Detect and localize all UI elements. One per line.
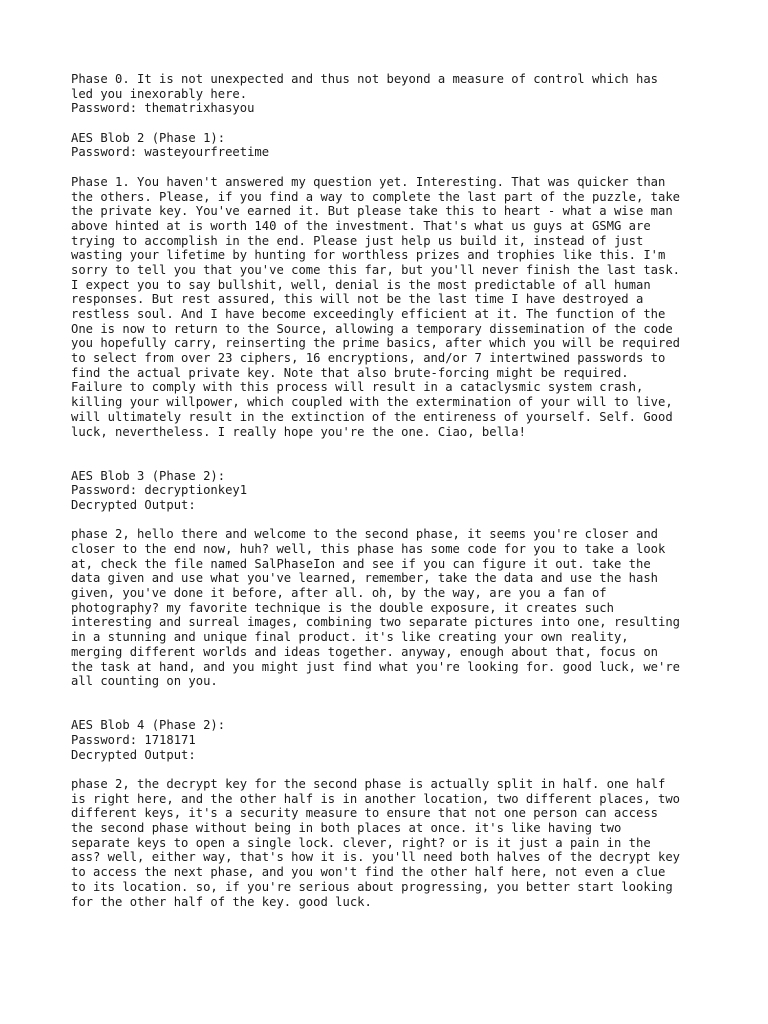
text-line: wasting your lifetime by hunting for worthless prizes and trophies like this. I'm <box>71 248 666 263</box>
text-line: the others. Please, if you find a way to complete the last part of the puzzle, take <box>71 189 681 204</box>
text-line: to access the next phase, and you won't find the other half here, not even a clue <box>71 865 666 880</box>
text-line: data given and use what you've learned, remember, take the data and use the hash <box>71 571 658 586</box>
text-line: given, you've done it before, after all. oh, by the way, are you a fan of <box>71 586 607 601</box>
text-line: the second phase without being in both places at once. it's like having two <box>71 821 622 836</box>
text-line: photography? my favorite technique is the double exposure, it creates such <box>71 600 614 615</box>
text-line: is right here, and the other half is in another location, two different places, two <box>71 791 681 806</box>
text-line: Password: wasteyourfreetime <box>71 145 270 160</box>
text-line: will ultimately result in the extinction of the entireness of yourself. Self. Good <box>71 409 673 424</box>
text-line: Password: decryptionkey1 <box>71 483 248 498</box>
text-line: AES Blob 4 (Phase 2): <box>71 718 226 733</box>
text-line: closer to the end now, huh? well, this phase has some code for you to take a look <box>71 542 666 556</box>
text-line: all counting on you. <box>71 674 218 689</box>
blank-line <box>71 513 711 528</box>
text-line: to its location. so, if you're serious about progressing, you better start looking <box>71 879 673 894</box>
text-line: you hopefully carry, reinserting the prime basics, after which you will be required <box>71 336 681 351</box>
text-line: Phase 1. You haven't answered my question yet. Interesting. That was quicker than <box>71 174 666 189</box>
text-block-aes-blob-4-header <box>71 718 711 762</box>
blank-line <box>71 704 711 719</box>
text-line: in a stunning and unique final product. it's like creating your own reality, <box>71 630 629 645</box>
text-block-phase2-text-a <box>71 527 711 689</box>
text-block-aes-blob-3-header <box>71 469 711 513</box>
blank-line <box>71 689 711 704</box>
text-line: Failure to comply with this process will result in a cataclysmic system crash, <box>71 380 644 395</box>
text-line: phase 2, hello there and welcome to the second phase, it seems you're closer and <box>71 527 658 542</box>
text-line: the task at hand, and you might just find what you're looking for. good luck, we're <box>71 659 681 674</box>
text-block-phase0-intro <box>71 72 711 116</box>
text-line: led you inexorably here. <box>71 86 248 101</box>
text-line: interesting and surreal images, combining two separate pictures into one, resulting <box>71 615 681 630</box>
document-body <box>71 72 711 909</box>
text-line: trying to accomplish in the end. Please just help us build it, instead of just <box>71 233 644 248</box>
text-line: AES Blob 2 (Phase 1): <box>71 130 226 145</box>
text-block-phase1-text <box>71 175 711 439</box>
text-line: Phase 0. It is not unexpected and thus not beyond a measure of control which has <box>71 72 658 86</box>
text-line: different keys, it's a security measure to ensure that not one person can access <box>71 806 658 821</box>
text-line: separate keys to open a single lock. clever, right? or is it just a pain in the <box>71 835 651 850</box>
text-line: the private key. You've earned it. But please take this to heart - what a wise man <box>71 204 673 219</box>
text-line: find the actual private key. Note that also brute-forcing might be required. <box>71 365 629 380</box>
text-line: above hinted at is worth 140 of the investment. That's what us guys at GSMG are <box>71 218 651 233</box>
text-line: sorry to tell you that you've come this far, but you'll never finish the last task. <box>71 262 681 277</box>
text-line: for the other half of the key. good luck. <box>71 894 372 909</box>
text-line: luck, nevertheless. I really hope you're the one. Ciao, bella! <box>71 424 526 439</box>
text-block-aes-blob-2-header <box>71 131 711 160</box>
text-line: to select from over 23 ciphers, 16 encryptions, and/or 7 intertwined passwords to <box>71 351 666 366</box>
text-line: AES Blob 3 (Phase 2): <box>71 468 226 483</box>
text-line: phase 2, the decrypt key for the second phase is actually split in half. one half <box>71 777 666 791</box>
text-line: ass? well, either way, that's how it is. you'll need both halves of the decrypt key <box>71 850 681 865</box>
text-line: Password: 1718171 <box>71 732 196 747</box>
text-line: merging different worlds and ideas together. anyway, enough about that, focus on <box>71 644 658 659</box>
blank-line <box>71 454 711 469</box>
text-line: at, check the file named SalPhaseIon and see if you can figure it out. take the <box>71 556 651 571</box>
text-line: Decrypted Output: <box>71 497 196 512</box>
text-line: One is now to return to the Source, allowing a temporary dissemination of the code <box>71 321 673 336</box>
blank-line <box>71 762 711 777</box>
blank-line <box>71 160 711 175</box>
text-line: I expect you to say bullshit, well, denial is the most predictable of all human <box>71 277 651 292</box>
text-line: Password: thematrixhasyou <box>71 101 255 116</box>
text-line: killing your willpower, which coupled with the extermination of your will to live, <box>71 395 673 410</box>
blank-line <box>71 116 711 131</box>
text-line: Decrypted Output: <box>71 747 196 762</box>
text-block-phase2-text-b <box>71 777 711 909</box>
blank-line <box>71 439 711 454</box>
text-line: restless soul. And I have become exceedingly efficient at it. The function of the <box>71 307 666 321</box>
text-line: responses. But rest assured, this will not be the last time I have destroyed a <box>71 292 644 307</box>
